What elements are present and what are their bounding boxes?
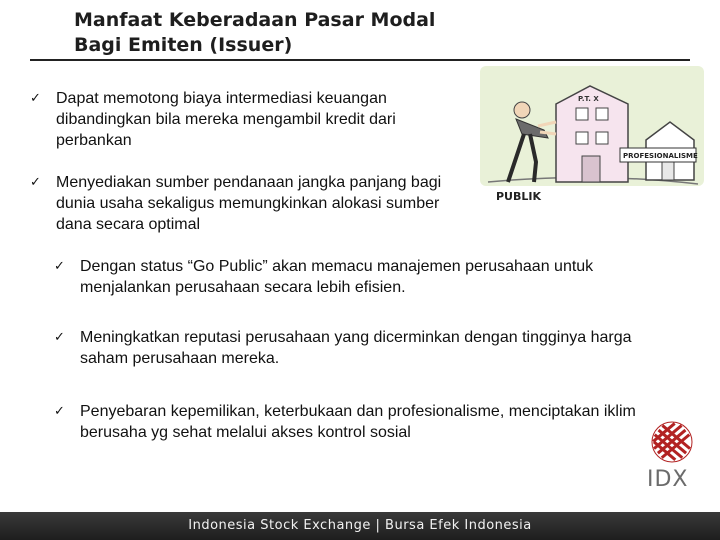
building-label: P.T. X [578,95,599,103]
check-icon: ✓ [30,91,41,106]
building-icon [556,86,628,182]
check-icon: ✓ [54,330,65,345]
footer-text: Indonesia Stock Exchange | Bursa Efek Indonesia [188,518,532,533]
illustration-caption: PUBLIK [496,190,542,203]
bullet-text: Dapat memotong biaya intermediasi keuangan dibandingkan bila mereka mengambil kredit dari perbankan [56,90,396,149]
slide-title [74,8,634,58]
title-underline [30,59,690,61]
sign-label: PROFESIONALISME [623,152,698,160]
bullet-item [30,172,470,235]
sub-bullet-item [54,327,674,369]
sub-bullet-item [54,256,674,298]
go-public-illustration [478,64,706,214]
check-icon: ✓ [54,259,65,274]
title-line-2: Bagi Emiten (Issuer) [74,34,293,56]
bullet-item [30,88,460,151]
sub-bullet-text: Meningkatkan reputasi perusahaan yang dicerminkan dengan tingginya harga saham perusahaan mereka. [80,329,632,367]
footer-bar [0,512,720,540]
bullet-text: Menyediakan sumber pendanaan jangka panjang bagi dunia usaha sekaligus memungkinkan alokasi sumber dana secara optimal [56,174,442,233]
check-icon: ✓ [30,175,41,190]
profesionalisme-sign [620,148,698,162]
check-icon: ✓ [54,404,65,419]
idx-logo-text: IDX [647,467,689,492]
sub-bullet-text: Penyebaran kepemilikan, keterbukaan dan profesionalisme, menciptakan iklim berusaha yg sehat melalui akses kontrol sosial [80,403,636,441]
sub-bullet-text: Dengan status “Go Public” akan memacu manajemen perusahaan untuk menjalankan perusahaan secara lebih efisien. [80,258,594,296]
title-line-1: Manfaat Keberadaan Pasar Modal [74,9,436,31]
sub-bullet-item [54,401,674,443]
